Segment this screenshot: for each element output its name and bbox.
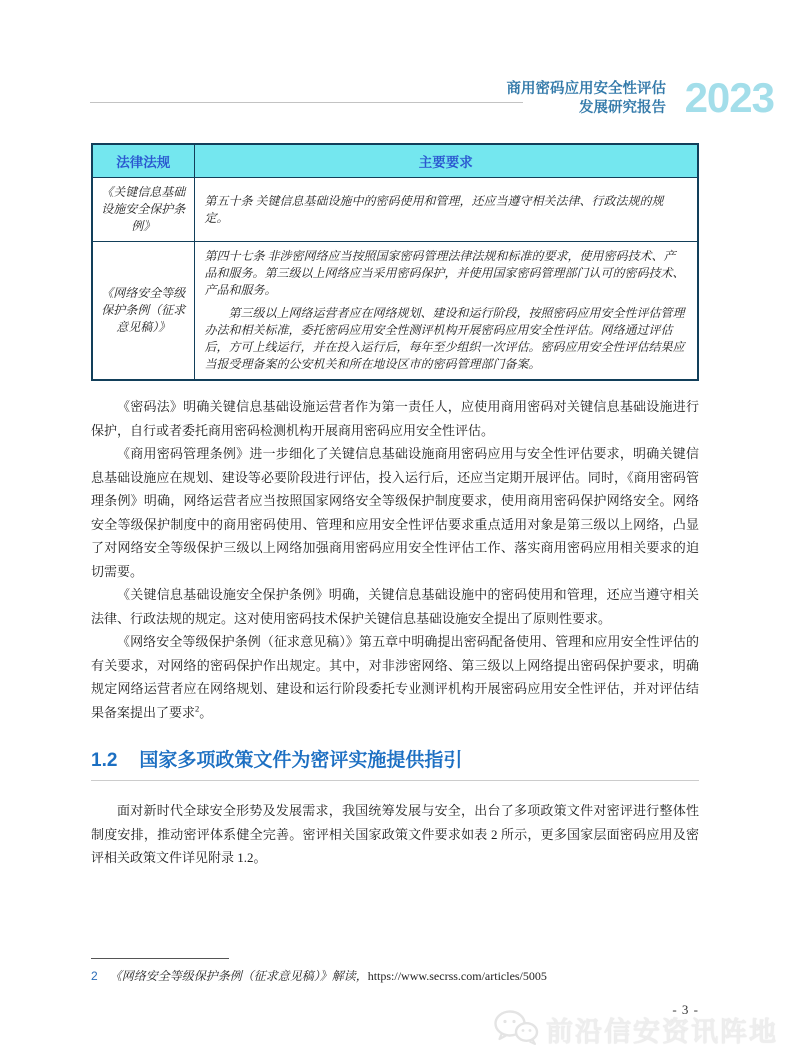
- footnote: [91, 968, 699, 985]
- watermark-text: 前沿信安资讯阵地: [546, 1017, 778, 1047]
- requirement-cell: [194, 242, 698, 381]
- wechat-bubbles-icon: [493, 1009, 539, 1050]
- report-title-line1: 商用密码应用安全性评估: [506, 81, 666, 97]
- header-rule: [90, 102, 523, 103]
- column-header-law: 法律法规: [92, 144, 194, 178]
- section-intro-paragraph: 面对新时代全球安全形势及发展需求，我国统筹发展与安全，出台了多项政策文件对密评进行整体性制度安排，推动密评体系健全完善。密评相关国家政策文件要求如表 2 所示，更多国家层面密码应用及密评相关政策文件详见附录 1.2。: [91, 803, 699, 865]
- footnote-rule: [91, 958, 229, 959]
- report-title-line2: 发展研究报告: [579, 100, 666, 116]
- paragraph-text: 《网络安全等级保护条例（征求意见稿）》第五章中明确提出密码配备使用、管理和应用安全性评估的有关要求，对网络的密码保护作出规定。其中，对非涉密网络、第三级以上网络提出密码保护要求，明确规定网络运营者应在网络规划、建设和运行阶段委托专业测评机构开展密码应用安全性评估，并对评估结果备案提出了要求: [91, 634, 699, 720]
- section-title: 国家多项政策文件为密评实施提供指引: [139, 750, 463, 771]
- table-header-row: [92, 144, 698, 178]
- body-paragraph: [91, 630, 699, 724]
- body-paragraph: 《密码法》明确关键信息基础设施运营者作为第一责任人，应使用商用密码对关键信息基础设施进行保护，自行或者委托商用密码检测机构开展商用密码应用安全性评估。: [91, 399, 699, 438]
- page-content: [91, 143, 699, 1018]
- table-row: [92, 178, 698, 242]
- body-paragraph: 《商用密码管理条例》进一步细化了关键信息基础设施商用密码应用与安全性评估要求，明确关键信息基础设施应在规划、建设等必要阶段进行评估，投入运行后，还应当定期开展评估。同时，《商用密码管理条例》明确，网络运营者应当按照国家网络安全等级保护制度要求，使用商用密码保护网络安全。网络安全等级保护制度中的商用密码使用、管理和应用安全性评估要求重点适用对象是第三级以上网络，凸显了对网络安全等级保护三级以上网络加强商用密码应用安全性评估工作、落实商用密码应用相关要求的迫切需要。: [91, 446, 699, 579]
- wechat-watermark: [493, 1009, 778, 1050]
- section-heading: [91, 750, 699, 781]
- law-name-cell: 《网络安全等级保护条例（征求意见稿）》: [92, 242, 194, 381]
- footnote-number: 2: [91, 968, 98, 983]
- paragraph-text: 。: [199, 704, 213, 720]
- requirement-cell: [194, 178, 698, 242]
- legal-requirements-table: [91, 143, 699, 381]
- requirement-paragraph: 第五十条 关键信息基础设施中的密码使用和管理，还应当遵守相关法律、行政法规的规定。: [204, 193, 664, 225]
- footnote-reference: 2: [195, 703, 200, 714]
- section-number: 1.2: [91, 750, 118, 771]
- footnote-url[interactable]: https://www.secrss.com/articles/5005: [367, 968, 547, 983]
- requirement-paragraph: 第四十七条 非涉密网络应当按照国家密码管理法律法规和标准的要求，使用密码技术、产品和服务。第三级以上网络应当采用密码保护，并使用国家密码管理部门认可的密码技术、产品和服务。: [204, 249, 685, 297]
- report-title: [507, 80, 667, 118]
- body-paragraph: 《关键信息基础设施安全保护条例》明确，关键信息基础设施中的密码使用和管理，还应当遵守相关法律、行政法规的规定。这对使用密码技术保护关键信息基础设施安全提出了原则性要求。: [91, 587, 699, 626]
- body-text-block: [91, 395, 699, 724]
- report-year: 2023: [684, 74, 774, 121]
- requirement-paragraph: 第三级以上网络运营者应在网络规划、建设和运行阶段，按照密码应用安全性评估管理办法和相关标准，委托密码应用安全性测评机构开展密码应用安全性评估。网络通过评估后，方可上线运行，并在投入运行后，每年至少组织一次评估。密码应用安全性评估结果应当报受理备案的公安机关和所在地设区市的密码管理部门备案。: [204, 306, 685, 371]
- page-number: - 3 -: [672, 1001, 699, 1017]
- table-row: [92, 242, 698, 381]
- column-header-requirement: 主要要求: [194, 144, 698, 178]
- footnote-text: 《网络安全等级保护条例（征求意见稿）》解读，: [109, 968, 368, 983]
- law-name-cell: 《关键信息基础设施安全保护条例》: [92, 178, 194, 242]
